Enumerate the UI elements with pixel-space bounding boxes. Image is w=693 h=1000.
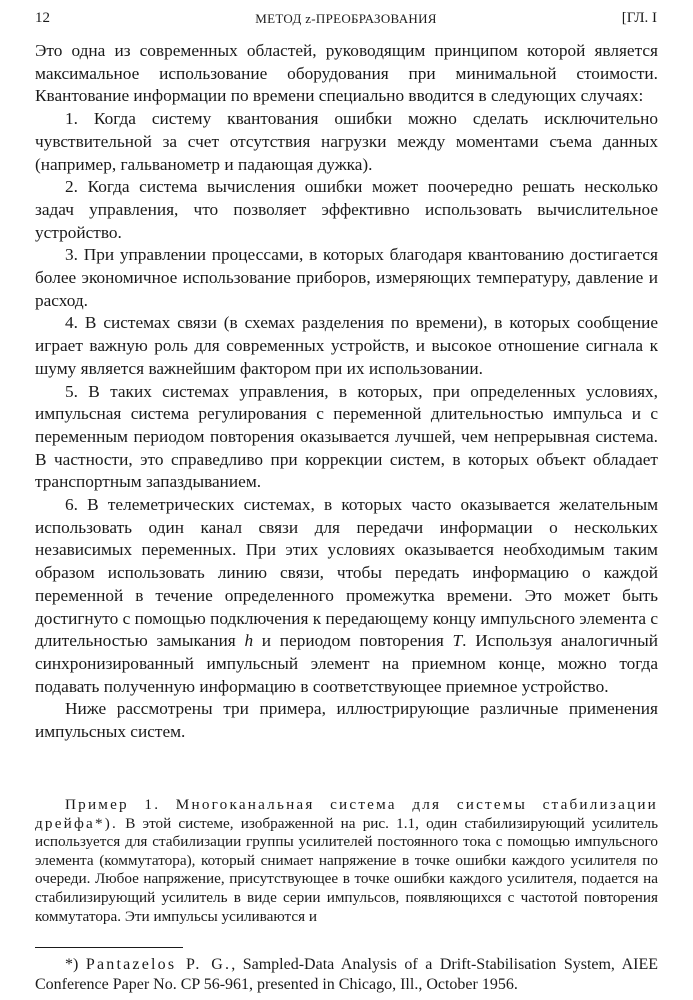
footnote-author: Pantazelos P. G.	[85, 956, 232, 973]
summary-paragraph: Ниже рассмотрены три примера, иллюстрирующие различные применения импульсных систем.	[35, 699, 658, 742]
running-title: МЕТОД z-ПРЕОБРАЗОВАНИЯ	[255, 11, 437, 26]
example-heading: Пример 1. Многоканальная система для системы стабилизации дрейфа*).	[35, 796, 658, 832]
list-item-1: 1. Когда систему квантования ошибки можно сделать исключительно чувствительной за счет отсутствия нагрузки между моментами съема данных (например, гальванометр и падающая дужка).	[35, 109, 658, 174]
list-item-2: 2. Когда система вычисления ошибки может поочередно решать несколько задач управления, что позволяет эффективно использовать вычислительное устройство.	[35, 177, 658, 242]
footnote-marker: *)	[65, 956, 86, 973]
list-item-6: 6. В телеметрических системах, в которых часто оказывается желательным использовать один канал связи для передачи информации о нескольких независимых переменных. При этих условиях оказывается необходимым таким образом использовать линию связи, чтобы передать информацию о каждой переменной в течение определенного промежутка времени. Это может быть достигнуто с помощью подключения к передающему концу импульсного элемента с длительностью замыкания h и периодом повторения T. Используя аналогичный синхронизированный импульсный элемент на приемном конце, можно тогда подавать полученную информацию в соответствующее приемное устройство.	[35, 495, 658, 696]
list-item-3: 3. При управлении процессами, в которых благодаря квантованию достигается более экономичное использование приборов, измеряющих температуру, давление и расход.	[35, 245, 658, 310]
footnote-text: , Sampled-Data Analysis of a Drift-Stabilisation System, AIEE Conference Paper No. CP 56-961, presented in Chicago, Ill., October 1956.	[35, 956, 658, 993]
page-number: 12	[35, 10, 50, 26]
example-block	[35, 796, 658, 926]
chapter-marker: [ГЛ. I	[621, 10, 657, 26]
running-header	[35, 10, 657, 32]
symbol-h: h	[244, 631, 254, 651]
footnote	[35, 955, 658, 995]
list-item-4: 4. В системах связи (в схемах разделения по времени), в которых сообщение играет важную роль для современных устройств, и высокое отношение сигнала к шуму является важнейшим фактором при их использовании.	[35, 313, 658, 378]
intro-paragraph: Это одна из современных областей, руководящим принципом которой является максимальное использование оборудования при минимальной стоимости. Квантование информации по времени специально вводится в следующих случаях:	[35, 41, 658, 106]
symbol-T: T	[452, 631, 463, 651]
example-text: В этой системе, изображенной на рис. 1.1, один стабилизирующий усилитель используется для стабилизации группы усилителей постоянного тока с помощью импульсного элемента (коммутатора), который снимает напряжение в точке ошибки каждого усилителя по очереди. Любое напряжение, присутствующее в точке ошибки каждого усилителя, подается на стабилизирующий усилитель в виде серии импульсов, появляющихся с частотой повторения коммутатора. Эти импульсы усиливаются и	[35, 814, 658, 925]
main-text	[35, 40, 658, 744]
footnote-divider	[35, 947, 183, 948]
list-item-5: 5. В таких системах управления, в которых, при определенных условиях, импульсная система регулирования с переменной длительностью импульса и с переменным периодом повторения оказывается лучшей, чем непрерывная система. В частности, это справедливо при коррекции систем, в которых объект обладает транспортным запаздыванием.	[35, 381, 658, 492]
example-1-paragraph	[35, 796, 658, 926]
